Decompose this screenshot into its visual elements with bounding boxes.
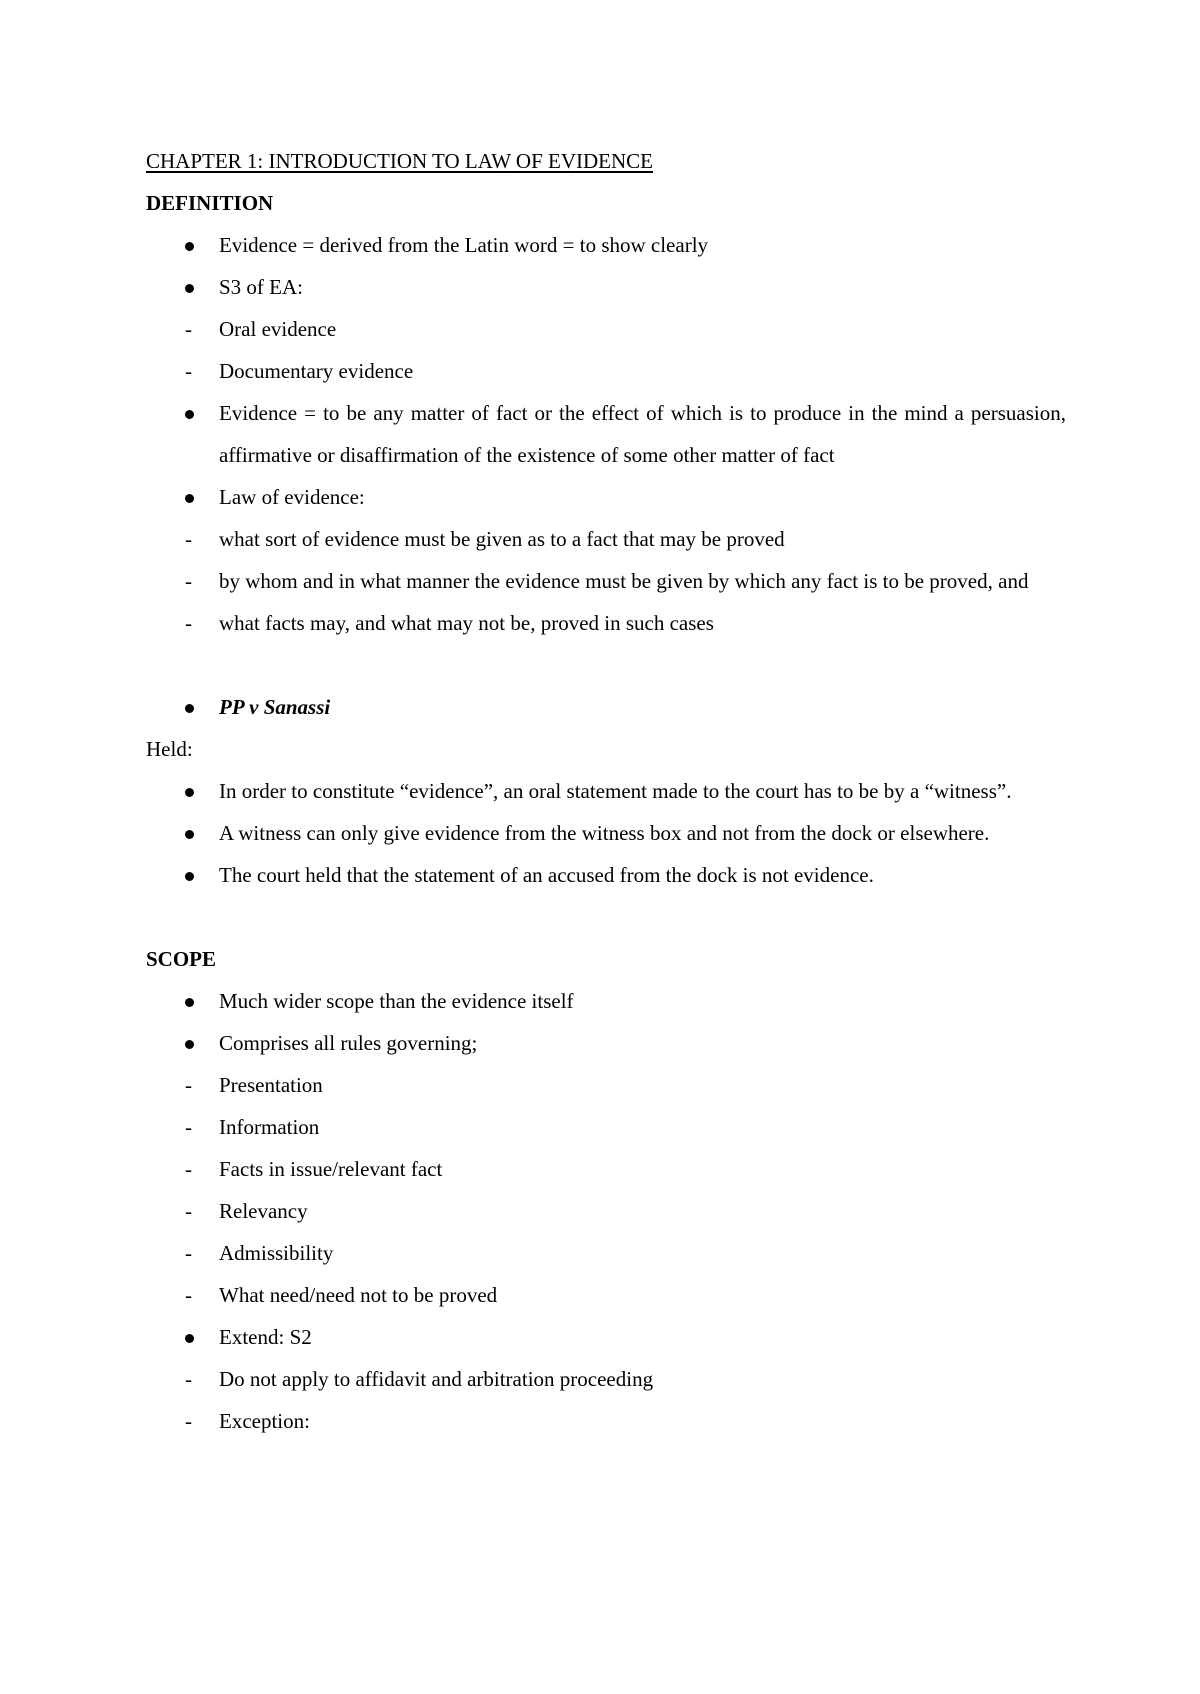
dash-marker: -	[185, 1115, 192, 1139]
dash-marker: -	[185, 1367, 192, 1391]
list-item-text: by whom and in what manner the evidence must be given by which any fact is to be proved, and	[219, 569, 1029, 593]
held-list	[146, 770, 1066, 896]
list-item	[146, 1274, 1066, 1316]
list-item	[146, 518, 1066, 560]
dash-marker: -	[185, 1157, 192, 1181]
bullet-icon	[185, 410, 194, 419]
bullet-icon	[185, 1040, 194, 1049]
list-item	[146, 308, 1066, 350]
case-name: PP v Sanassi	[219, 695, 331, 719]
list-item	[146, 1232, 1066, 1274]
list-item	[146, 266, 1066, 308]
list-item-text: Relevancy	[219, 1199, 308, 1223]
list-item	[146, 392, 1066, 476]
scope-list	[146, 980, 1066, 1442]
list-item	[146, 1358, 1066, 1400]
bullet-icon	[185, 1334, 194, 1343]
list-item-text: Do not apply to affidavit and arbitration proceeding	[219, 1367, 654, 1391]
list-item	[146, 812, 1066, 854]
list-item	[146, 224, 1066, 266]
list-item-text: Oral evidence	[219, 317, 337, 341]
bullet-icon	[185, 494, 194, 503]
bullet-icon	[185, 872, 194, 881]
list-item-text: Facts in issue/relevant fact	[219, 1157, 443, 1181]
list-item	[146, 476, 1066, 518]
dash-marker: -	[185, 1199, 192, 1223]
dash-marker: -	[185, 1283, 192, 1307]
bullet-icon	[185, 788, 194, 797]
dash-marker: -	[185, 1241, 192, 1265]
list-item	[146, 350, 1066, 392]
dash-marker: -	[185, 569, 192, 593]
list-item-text: What need/need not to be proved	[219, 1283, 498, 1307]
list-item-text: Presentation	[219, 1073, 323, 1097]
definition-list	[146, 224, 1066, 644]
list-item	[146, 980, 1066, 1022]
list-item	[146, 854, 1066, 896]
list-item-text: Exception:	[219, 1409, 310, 1433]
case-heading	[146, 686, 1066, 728]
list-item-text: what facts may, and what may not be, proved in such cases	[219, 611, 714, 635]
bullet-icon	[185, 998, 194, 1007]
bullet-icon	[185, 242, 194, 251]
list-item-text: Information	[219, 1115, 320, 1139]
list-item	[146, 1316, 1066, 1358]
list-item-text: The court held that the statement of an accused from the dock is not evidence.	[219, 863, 874, 887]
list-item	[146, 602, 1066, 644]
list-item	[146, 1400, 1066, 1442]
list-item-text: In order to constitute “evidence”, an oral statement made to the court has to be by a “witness”.	[219, 779, 1012, 803]
dash-marker: -	[185, 611, 192, 635]
dash-marker: -	[185, 317, 192, 341]
list-item-text: Evidence = to be any matter of fact or the effect of which is to produce in the mind a persuasion, affirmative or disaffirmation of the existence of some other matter of fact	[219, 401, 1066, 467]
list-item	[146, 1148, 1066, 1190]
list-item-text: Documentary evidence	[219, 359, 414, 383]
dash-marker: -	[185, 1409, 192, 1433]
list-item-text: Much wider scope than the evidence itself	[219, 989, 574, 1013]
blank-line	[146, 896, 1066, 938]
scope-heading: SCOPE	[146, 947, 217, 971]
dash-marker: -	[185, 527, 192, 551]
bullet-icon	[185, 284, 194, 293]
list-item-text: Extend: S2	[219, 1325, 312, 1349]
blank-line	[146, 644, 1066, 686]
definition-heading: DEFINITION	[146, 191, 274, 215]
list-item	[146, 560, 1066, 602]
document-body	[146, 140, 1066, 1442]
list-item-text: Law of evidence:	[219, 485, 365, 509]
list-item	[146, 1064, 1066, 1106]
list-item	[146, 1022, 1066, 1064]
list-item-text: Admissibility	[219, 1241, 334, 1265]
held-label: Held:	[146, 737, 193, 761]
bullet-icon	[185, 704, 194, 713]
dash-marker: -	[185, 359, 192, 383]
list-item-text: what sort of evidence must be given as to a fact that may be proved	[219, 527, 785, 551]
dash-marker: -	[185, 1073, 192, 1097]
list-item-text: S3 of EA:	[219, 275, 303, 299]
list-item-text: A witness can only give evidence from the witness box and not from the dock or elsewhere.	[219, 821, 990, 845]
list-item	[146, 1190, 1066, 1232]
list-item	[146, 770, 1066, 812]
bullet-icon	[185, 830, 194, 839]
chapter-title: CHAPTER 1: INTRODUCTION TO LAW OF EVIDENCE	[146, 149, 653, 173]
list-item-text: Evidence = derived from the Latin word = to show clearly	[219, 233, 709, 257]
list-item	[146, 1106, 1066, 1148]
list-item-text: Comprises all rules governing;	[219, 1031, 478, 1055]
